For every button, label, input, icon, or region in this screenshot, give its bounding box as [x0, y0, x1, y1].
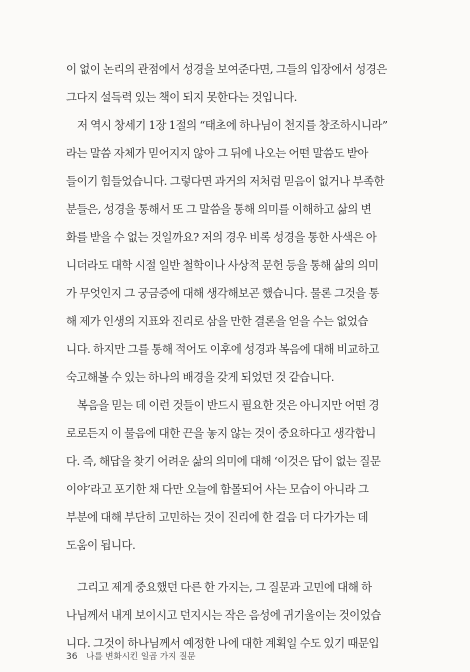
text-line: 라는 말씀 자체가 믿어지지 않아 그 뒤에 나오는 어떤 말씀도 받아: [66, 147, 369, 160]
text-line: 니다. 하지만 그를 통해 적어도 이후에 성경과 복음에 대해 비교하고: [66, 343, 380, 356]
text-line: 이야’라고 포기한 채 다만 오늘에 함몰되어 사는 모습이 아니라 그: [66, 483, 369, 496]
text-line: 복음을 믿는 데 이런 것들이 반드시 필요한 것은 아니지만 어떤 경: [77, 399, 380, 412]
text-line: 니다. 그것이 하나님께서 예정한 나에 대한 계획일 수도 있기 때문입: [66, 637, 380, 650]
page-number: 36: [66, 652, 78, 662]
text-line: 숙고해볼 수 있는 하나의 배경을 갖게 되었던 것 같습니다.: [66, 371, 335, 384]
page-footer: [66, 650, 196, 662]
text-line: 해 제가 인생의 지표와 진리로 삼을 만한 결론을 얻을 수는 없었습: [66, 315, 369, 328]
text-line: 들이기 힘들었습니다. 그렇다면 과거의 저처럼 믿음이 없거나 부족한: [66, 175, 385, 188]
text-line: 분들은, 성경을 통해서 또 그 말씀을 통해 의미를 이해하고 삶의 변: [66, 203, 372, 216]
running-title: 나를 변화시킨 일곱 가지 질문: [86, 652, 196, 662]
text-line: 도움이 됩니다.: [66, 539, 136, 552]
text-line: 나님께서 내게 보이시고 던지시는 작은 음성에 귀기울이는 것이었습: [66, 609, 381, 622]
text-line: 그리고 제게 중요했던 다른 한 가지는, 그 질문과 고민에 대해 하: [77, 581, 372, 594]
text-line: 다. 즉, 해답을 찾기 어려운 삶의 의미에 대해 ‘이것은 답이 없는 질문: [66, 455, 381, 468]
text-line: 로로든지 이 물음에 대한 끈을 놓지 않는 것이 중요하다고 생각합니: [66, 427, 376, 440]
text-line: 그다지 설득력 있는 책이 되지 못한다는 것입니다.: [66, 91, 297, 104]
text-line: 이 없이 논리의 관점에서 성경을 보여준다면, 그들의 입장에서 성경은: [66, 63, 387, 76]
text-line: 가 무엇인지 그 궁금증에 대해 생각해보곤 했습니다. 물론 그것을 통: [66, 287, 380, 300]
text-line: 저 역시 창세기 1장 1절의 “태초에 하나님이 천지를 창조하시니라”: [77, 119, 388, 132]
text-line: 부분에 대해 부단히 고민하는 것이 진리에 한 걸음 더 다가가는 데: [66, 511, 369, 524]
text-line: 화를 받을 수 없는 것일까요? 저의 경우 비록 성경을 통한 사색은 아: [66, 231, 377, 244]
text-line: 니더라도 대학 시절 일반 철학이나 사상적 문헌 등을 통해 삶의 의미: [66, 259, 379, 272]
